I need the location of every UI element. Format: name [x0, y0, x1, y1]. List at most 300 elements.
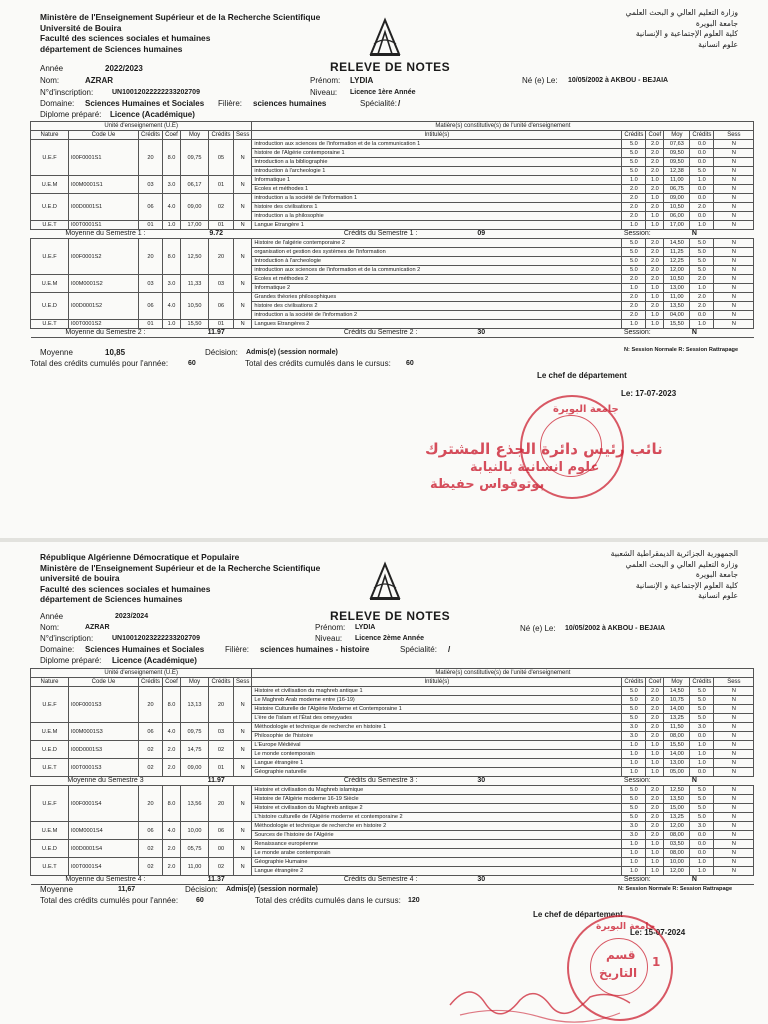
table-header-row [31, 122, 754, 131]
matiere-cell: N [714, 248, 754, 257]
matiere-cell: N [714, 320, 754, 329]
matiere-cell: N [714, 212, 754, 221]
niveau-value: Licence 1ère Année [350, 89, 416, 96]
ue-cell: 09,75 [181, 140, 209, 176]
matiere-cell: introduction aux sciences de l'information et de la communication 2 [252, 266, 622, 275]
matiere-cell: 3.0 [622, 732, 646, 741]
semestre-summary-row [31, 329, 754, 338]
decision-label-2: Décision: [185, 885, 218, 894]
matiere-cell: 2.0 [646, 275, 664, 284]
ue-cell: 10,00 [181, 822, 209, 840]
matiere-cell: 13,25 [664, 813, 690, 822]
diplome-value: Licence (Académique) [110, 110, 195, 119]
prenom-label-2: Prénom: [315, 623, 346, 632]
matiere-cell: Histoire de l'algérie contemporaine 2 [252, 239, 622, 248]
annee-value: 2022/2023 [105, 64, 143, 73]
table-row [31, 786, 754, 795]
matiere-cell: 06,00 [664, 212, 690, 221]
semestre-summary-row [31, 230, 754, 239]
matiere-cell: N [714, 176, 754, 185]
matiere-cell: 12,00 [664, 266, 690, 275]
matiere-cell: N [714, 266, 754, 275]
matiere-cell: 5.0 [622, 149, 646, 158]
diplome-value-2: Licence (Académique) [112, 656, 197, 665]
table-row [31, 239, 754, 248]
annee-label: Année [40, 64, 64, 73]
table-row [31, 320, 754, 329]
matiere-cell: 08,00 [664, 831, 690, 840]
matiere-cell: Histoire et civilisation du Maghreb islamique [252, 786, 622, 795]
column-header: Intitulé(s) [252, 131, 622, 140]
ue-cell: 02 [139, 741, 163, 759]
column-header: Crédits [622, 131, 646, 140]
matiere-cell: 15,50 [664, 741, 690, 750]
column-header: Coef [646, 131, 664, 140]
matiere-cell: 5.0 [690, 266, 714, 275]
matiere-cell: 15,00 [664, 804, 690, 813]
matiere-cell: 14,00 [664, 750, 690, 759]
niveau-value-2: Licence 2ème Année [355, 635, 424, 642]
matiere-cell: Langue étrangère 2 [252, 867, 622, 876]
matiere-cell: 1.0 [622, 750, 646, 759]
ue-cell: I00D0001S1 [69, 194, 139, 221]
naissance-value: 10/05/2002 à AKBOU - BEJAIA [568, 77, 669, 84]
matiere-cell: 2.0 [646, 831, 664, 840]
matiere-cell: 5.0 [690, 786, 714, 795]
session-label: Session: [622, 777, 690, 786]
semestre-summary-row [31, 876, 754, 885]
matiere-cell: 3.0 [690, 822, 714, 831]
ue-cell: 8.0 [163, 687, 181, 723]
matiere-cell: 09,00 [664, 194, 690, 203]
table-row [31, 221, 754, 230]
ue-cell: N [234, 176, 252, 194]
matiere-cell: 05,00 [664, 768, 690, 777]
ue-cell: 01 [209, 320, 234, 329]
matiere-cell: N [714, 293, 754, 302]
matiere-cell: Le monde arabe contemporain [252, 849, 622, 858]
matiere-cell: 1.0 [646, 759, 664, 768]
matiere-cell: 5.0 [622, 696, 646, 705]
stamp-2-ring-text: جامعة البويرة [596, 922, 656, 932]
ue-cell: 06 [209, 293, 234, 320]
ue-cell: N [234, 140, 252, 176]
matiere-cell: 2.0 [622, 185, 646, 194]
decision-value-2: Admis(e) (session normale) [226, 886, 318, 893]
matiere-cell: Langue étrangère 1 [252, 759, 622, 768]
ue-cell: I00D0001S2 [69, 293, 139, 320]
matiere-cell: 1.0 [646, 293, 664, 302]
matiere-cell: 5.0 [622, 158, 646, 167]
ue-cell: 02 [209, 194, 234, 221]
ue-cell: 02 [209, 741, 234, 759]
matiere-cell: 5.0 [622, 795, 646, 804]
session-value: N [690, 230, 754, 239]
matiere-cell: N [714, 831, 754, 840]
specialite-value-2: / [448, 645, 451, 654]
ue-cell: 20 [139, 786, 163, 822]
ue-cell: N [234, 293, 252, 320]
column-header: Crédits [139, 131, 163, 140]
ue-cell: 03 [139, 275, 163, 293]
column-header: Coef [646, 678, 664, 687]
matiere-cell: Histoire de l'Algérie moderne 16-19 Siècle [252, 795, 622, 804]
ue-cell: 06,17 [181, 176, 209, 194]
matiere-cell: 1.0 [646, 750, 664, 759]
matiere-cell: Renaissance européenne [252, 840, 622, 849]
matiere-cell: 5.0 [622, 248, 646, 257]
ue-cell: U.E.T [31, 320, 69, 329]
domaine-value: Sciences Humaines et Sociales [85, 99, 205, 108]
matiere-cell: N [714, 687, 754, 696]
column-header: Sess [234, 678, 252, 687]
prenom-label: Prénom: [310, 76, 341, 85]
ue-cell: N [234, 858, 252, 876]
ue-cell: 1.0 [163, 320, 181, 329]
semestre-credits-value: 30 [477, 777, 486, 784]
column-header: Sess [234, 131, 252, 140]
niveau-label: Niveau: [310, 88, 338, 97]
matiere-cell: 1.0 [622, 221, 646, 230]
semestre-moyenne-label: Moyenne du Semestre 1 : [31, 230, 181, 239]
matiere-cell: histoire des civilisations 1 [252, 203, 622, 212]
ue-cell: 03 [209, 275, 234, 293]
matiere-cell: 5.0 [690, 804, 714, 813]
ue-cell: U.E.D [31, 194, 69, 221]
matiere-cell: 2.0 [646, 732, 664, 741]
matiere-cell: 2.0 [646, 140, 664, 149]
ue-cell: U.E.T [31, 221, 69, 230]
matiere-cell: N [714, 705, 754, 714]
total-cursus-label-2: Total des crédits cumulés dans le cursus: [255, 896, 401, 905]
matiere-cell: 1.0 [690, 284, 714, 293]
ue-cell: 4.0 [163, 293, 181, 320]
matiere-cell: 0.0 [690, 849, 714, 858]
matiere-cell: L'histoire culturelle de l'Algérie moderne et contemporaine 2 [252, 813, 622, 822]
matiere-cell: 0.0 [690, 768, 714, 777]
matiere-cell: 1.0 [622, 867, 646, 876]
column-header: Moy [664, 678, 690, 687]
ue-cell: 20 [139, 140, 163, 176]
matiere-cell: 03,50 [664, 840, 690, 849]
matiere-cell: 08,00 [664, 732, 690, 741]
filiere-label: Filière: [218, 99, 243, 108]
header-fr-2: République Algérienne Démocratique et Populaire Ministère de l'Enseignement Supérieur et de la Recherche Scientifique université de bouira Faculté des sciences sociales et humaines département de Sciences humaines [40, 552, 321, 604]
ue-cell: N [234, 221, 252, 230]
inscription-label-2: N°d'inscription: [40, 634, 94, 643]
matiere-cell: Histoire et civilisation du Maghreb antique 2 [252, 804, 622, 813]
university-logo-icon [368, 558, 402, 602]
ue-cell: U.E.F [31, 687, 69, 723]
semestre-credits [252, 876, 622, 885]
matiere-cell: 2.0 [622, 212, 646, 221]
ue-cell: I00F0001S4 [69, 786, 139, 822]
semestre-credits-value: 30 [477, 329, 486, 336]
ue-cell: 14,75 [181, 741, 209, 759]
column-header: Nature [31, 131, 69, 140]
matiere-cell: N [714, 203, 754, 212]
matiere-cell: 1.0 [622, 840, 646, 849]
ue-cell: U.E.M [31, 723, 69, 741]
table-row [31, 176, 754, 185]
matiere-cell: 2.0 [646, 822, 664, 831]
total-annee-value-2: 60 [196, 897, 204, 904]
matiere-cell: 10,00 [664, 858, 690, 867]
naissance-label: Né (e) Le: [522, 76, 558, 85]
matiere-cell: 2.0 [622, 311, 646, 320]
ue-cell: I00T0001S4 [69, 858, 139, 876]
moyenne-label: Moyenne [40, 348, 73, 357]
matiere-cell: 0.0 [690, 140, 714, 149]
ue-cell: 06 [139, 293, 163, 320]
header-ar: وزارة التعليم العالي و البحث العلمي جامعة البويرة كلية العلوم الإجتماعية و الإنسانية علوم انسانية [625, 8, 738, 49]
matiere-cell: 13,25 [664, 714, 690, 723]
document-title: RELEVE DE NOTES [330, 60, 451, 74]
ue-cell: 01 [209, 759, 234, 777]
semestre-credits-value: 09 [477, 230, 486, 237]
matiere-cell: N [714, 185, 754, 194]
matiere-cell: N [714, 759, 754, 768]
matiere-cell: 2.0 [622, 302, 646, 311]
ue-cell: N [234, 759, 252, 777]
matiere-cell: 5.0 [622, 804, 646, 813]
matiere-cell: 5.0 [622, 687, 646, 696]
matiere-cell: 5.0 [622, 257, 646, 266]
date-value-2: Le: 15-07-2024 [630, 928, 686, 937]
table-row [31, 140, 754, 149]
ue-cell: 11,33 [181, 275, 209, 293]
matiere-cell: 5.0 [622, 239, 646, 248]
decision-value: Admis(e) (session normale) [246, 349, 338, 356]
session-legend: N: Session Normale R: Session Rattrapage [624, 347, 739, 353]
ue-cell: U.E.T [31, 858, 69, 876]
matiere-cell: 1.0 [646, 840, 664, 849]
diplome-label-2: Diplome préparé: [40, 656, 102, 665]
matiere-cell: N [714, 311, 754, 320]
total-annee-label-2: Total des crédits cumulés pour l'année: [40, 896, 179, 905]
stamp-2-center-2: التاريخ [599, 966, 638, 980]
total-cursus-value-2: 120 [408, 897, 420, 904]
matiere-cell: N [714, 158, 754, 167]
matiere-cell: L'ère de l'islam et l'État des omeyyades [252, 714, 622, 723]
ue-cell: 2.0 [163, 759, 181, 777]
matiere-cell: 5.0 [690, 167, 714, 176]
ue-cell: 01 [209, 221, 234, 230]
matiere-cell: 1.0 [646, 284, 664, 293]
semestre-moyenne-value: 9.72 [181, 230, 252, 239]
column-header: Crédits [690, 678, 714, 687]
matiere-cell: 1.0 [646, 849, 664, 858]
filiere-label-2: Filière: [225, 645, 250, 654]
matiere-cell: 2.0 [646, 257, 664, 266]
matiere-cell: N [714, 858, 754, 867]
ue-cell: N [234, 840, 252, 858]
table-header-row [31, 131, 754, 140]
ue-header: Unité d'enseignement (U.E) [31, 669, 252, 678]
matiere-cell: 2.0 [646, 248, 664, 257]
ue-cell: I00M0001S2 [69, 275, 139, 293]
ue-cell: N [234, 741, 252, 759]
chef-departement-label: Le chef de département [537, 371, 627, 380]
matiere-cell: 1.0 [690, 759, 714, 768]
matiere-cell: N [714, 732, 754, 741]
matiere-cell: 0.0 [690, 212, 714, 221]
matiere-cell: 12,38 [664, 167, 690, 176]
ue-cell: N [234, 687, 252, 723]
matiere-cell: 2.0 [646, 302, 664, 311]
ue-cell: 13,13 [181, 687, 209, 723]
ue-cell: I00T0001S1 [69, 221, 139, 230]
semestre-summary-row [31, 777, 754, 786]
semestre-moyenne-label: Moyenne du Semestre 3 [31, 777, 181, 786]
matiere-cell: 15,50 [664, 320, 690, 329]
matiere-cell: 0.0 [690, 831, 714, 840]
ue-cell: 20 [209, 786, 234, 822]
matiere-cell: Sources de l'histoire de l'Algérie [252, 831, 622, 840]
matiere-cell: 06,75 [664, 185, 690, 194]
semestre-moyenne-label: Moyenne du Semestre 2 : [31, 329, 181, 338]
semestre-credits-value: 30 [477, 876, 486, 883]
ue-cell: N [234, 275, 252, 293]
matiere-cell: 2.0 [646, 723, 664, 732]
semestre-credits [252, 230, 622, 239]
matiere-cell: 5.0 [622, 813, 646, 822]
matiere-cell: 3.0 [622, 822, 646, 831]
ue-cell: 2.0 [163, 840, 181, 858]
ue-cell: 4.0 [163, 822, 181, 840]
table-header-row [31, 678, 754, 687]
specialite-label-2: Spécialité: [400, 645, 437, 654]
ue-cell: 20 [209, 687, 234, 723]
matiere-cell: 10,50 [664, 275, 690, 284]
specialite-label: Spécialité: [360, 99, 397, 108]
ue-cell: I00M0001S3 [69, 723, 139, 741]
session-value: N [690, 777, 754, 786]
stamp-1-line-2: علوم انسانية بالنيابة [470, 460, 600, 475]
matiere-cell: 5.0 [690, 705, 714, 714]
matiere-cell: N [714, 194, 754, 203]
matiere-cell: 2.0 [646, 203, 664, 212]
matiere-cell: N [714, 750, 754, 759]
ue-cell: I00F0001S3 [69, 687, 139, 723]
ue-cell: U.E.M [31, 176, 69, 194]
ue-cell: 13,56 [181, 786, 209, 822]
column-header: Sess [714, 131, 754, 140]
session-value: N [690, 876, 754, 885]
matiere-cell: 0.0 [690, 311, 714, 320]
matiere-cell: Le monde contemporain [252, 750, 622, 759]
table-row [31, 723, 754, 732]
matiere-cell: 1.0 [690, 320, 714, 329]
ue-cell: 00 [209, 840, 234, 858]
matiere-cell: 12,00 [664, 822, 690, 831]
ue-cell: U.E.D [31, 840, 69, 858]
ue-cell: N [234, 786, 252, 822]
ue-cell: 02 [209, 858, 234, 876]
matiere-cell: introduction a la philosophie [252, 212, 622, 221]
ue-cell: 12,50 [181, 239, 209, 275]
ue-cell: I00D0001S3 [69, 741, 139, 759]
matiere-cell: Grandes théories philosophiques [252, 293, 622, 302]
ue-cell: 11,00 [181, 858, 209, 876]
matiere-cell: 1.0 [690, 750, 714, 759]
semestre-credits-label: Crédits du Semestre 3 : [343, 777, 418, 784]
matiere-cell: introduction a la société de l'information 2 [252, 311, 622, 320]
matiere-cell: 0.0 [690, 840, 714, 849]
domaine-label: Domaine: [40, 99, 75, 108]
matiere-cell: 5.0 [622, 714, 646, 723]
nom-value: AZRAR [85, 76, 113, 85]
inscription-label: N°d'inscription: [40, 88, 94, 97]
matiere-cell: 2.0 [622, 275, 646, 284]
matiere-cell: introduction à l'archeologie 1 [252, 167, 622, 176]
matiere-cell: 2.0 [622, 203, 646, 212]
matiere-cell: 10,75 [664, 696, 690, 705]
ue-cell: 02 [139, 759, 163, 777]
column-header: Crédits [622, 678, 646, 687]
ue-cell: 20 [139, 687, 163, 723]
matiere-cell: 5.0 [622, 705, 646, 714]
matiere-cell: Le Maghreb Arab moderne entre (16-19) [252, 696, 622, 705]
moyenne-value-2: 11,67 [118, 886, 136, 893]
matiere-cell: introduction aux sciences de l'information et de la communication 1 [252, 140, 622, 149]
ue-cell: 09,75 [181, 723, 209, 741]
matiere-cell: 09,50 [664, 158, 690, 167]
ue-cell: 02 [139, 840, 163, 858]
header-fr: Ministère de l'Enseignement Supérieur et de la Recherche Scientifique Université de Bouira Faculté des sciences sociales et humaines département de Sciences humaines [40, 12, 321, 54]
naissance-value-2: 10/05/2002 à AKBOU - BEJAIA [565, 625, 666, 632]
matiere-cell: 09,50 [664, 149, 690, 158]
matiere-cell: 1.0 [646, 867, 664, 876]
total-annee-label: Total des crédits cumulés pour l'année: [30, 359, 169, 368]
matiere-cell: 17,00 [664, 221, 690, 230]
matiere-cell: N [714, 786, 754, 795]
column-header: Crédits [209, 131, 234, 140]
ue-cell: 20 [139, 239, 163, 275]
matiere-cell: N [714, 867, 754, 876]
moyenne-value: 10,85 [105, 348, 126, 357]
matiere-cell: 1.0 [646, 212, 664, 221]
semestre-credits [252, 329, 622, 338]
matiere-cell: N [714, 149, 754, 158]
ue-cell: I00F0001S1 [69, 140, 139, 176]
inscription-value: UN10012022222233202709 [112, 89, 200, 96]
matiere-cell: 2.0 [646, 149, 664, 158]
matiere-cell: 1.0 [622, 176, 646, 185]
matiere-cell: N [714, 768, 754, 777]
matiere-cell: 2.0 [646, 705, 664, 714]
matiere-cell: N [714, 723, 754, 732]
matiere-cell: 04,00 [664, 311, 690, 320]
matiere-cell: N [714, 741, 754, 750]
nom-value-2: AZRAR [85, 624, 110, 631]
ue-cell: 8.0 [163, 239, 181, 275]
matiere-cell: Histoire Culturelle de l'Algérie Moderne et Contemporaine 1 [252, 705, 622, 714]
ue-cell: 03 [209, 723, 234, 741]
matiere-cell: 0.0 [690, 158, 714, 167]
ue-cell: 20 [209, 239, 234, 275]
matiere-cell: Introduction à l'archeologie [252, 257, 622, 266]
table-row [31, 194, 754, 203]
ue-cell: 01 [139, 221, 163, 230]
matiere-cell: 5.0 [622, 266, 646, 275]
matiere-cell: L'Europe Médiéval [252, 741, 622, 750]
matiere-cell: 1.0 [622, 320, 646, 329]
matiere-cell: 5.0 [690, 239, 714, 248]
matiere-cell: 1.0 [646, 858, 664, 867]
table-row [31, 293, 754, 302]
semestre-moyenne-value: 11.97 [181, 777, 252, 786]
